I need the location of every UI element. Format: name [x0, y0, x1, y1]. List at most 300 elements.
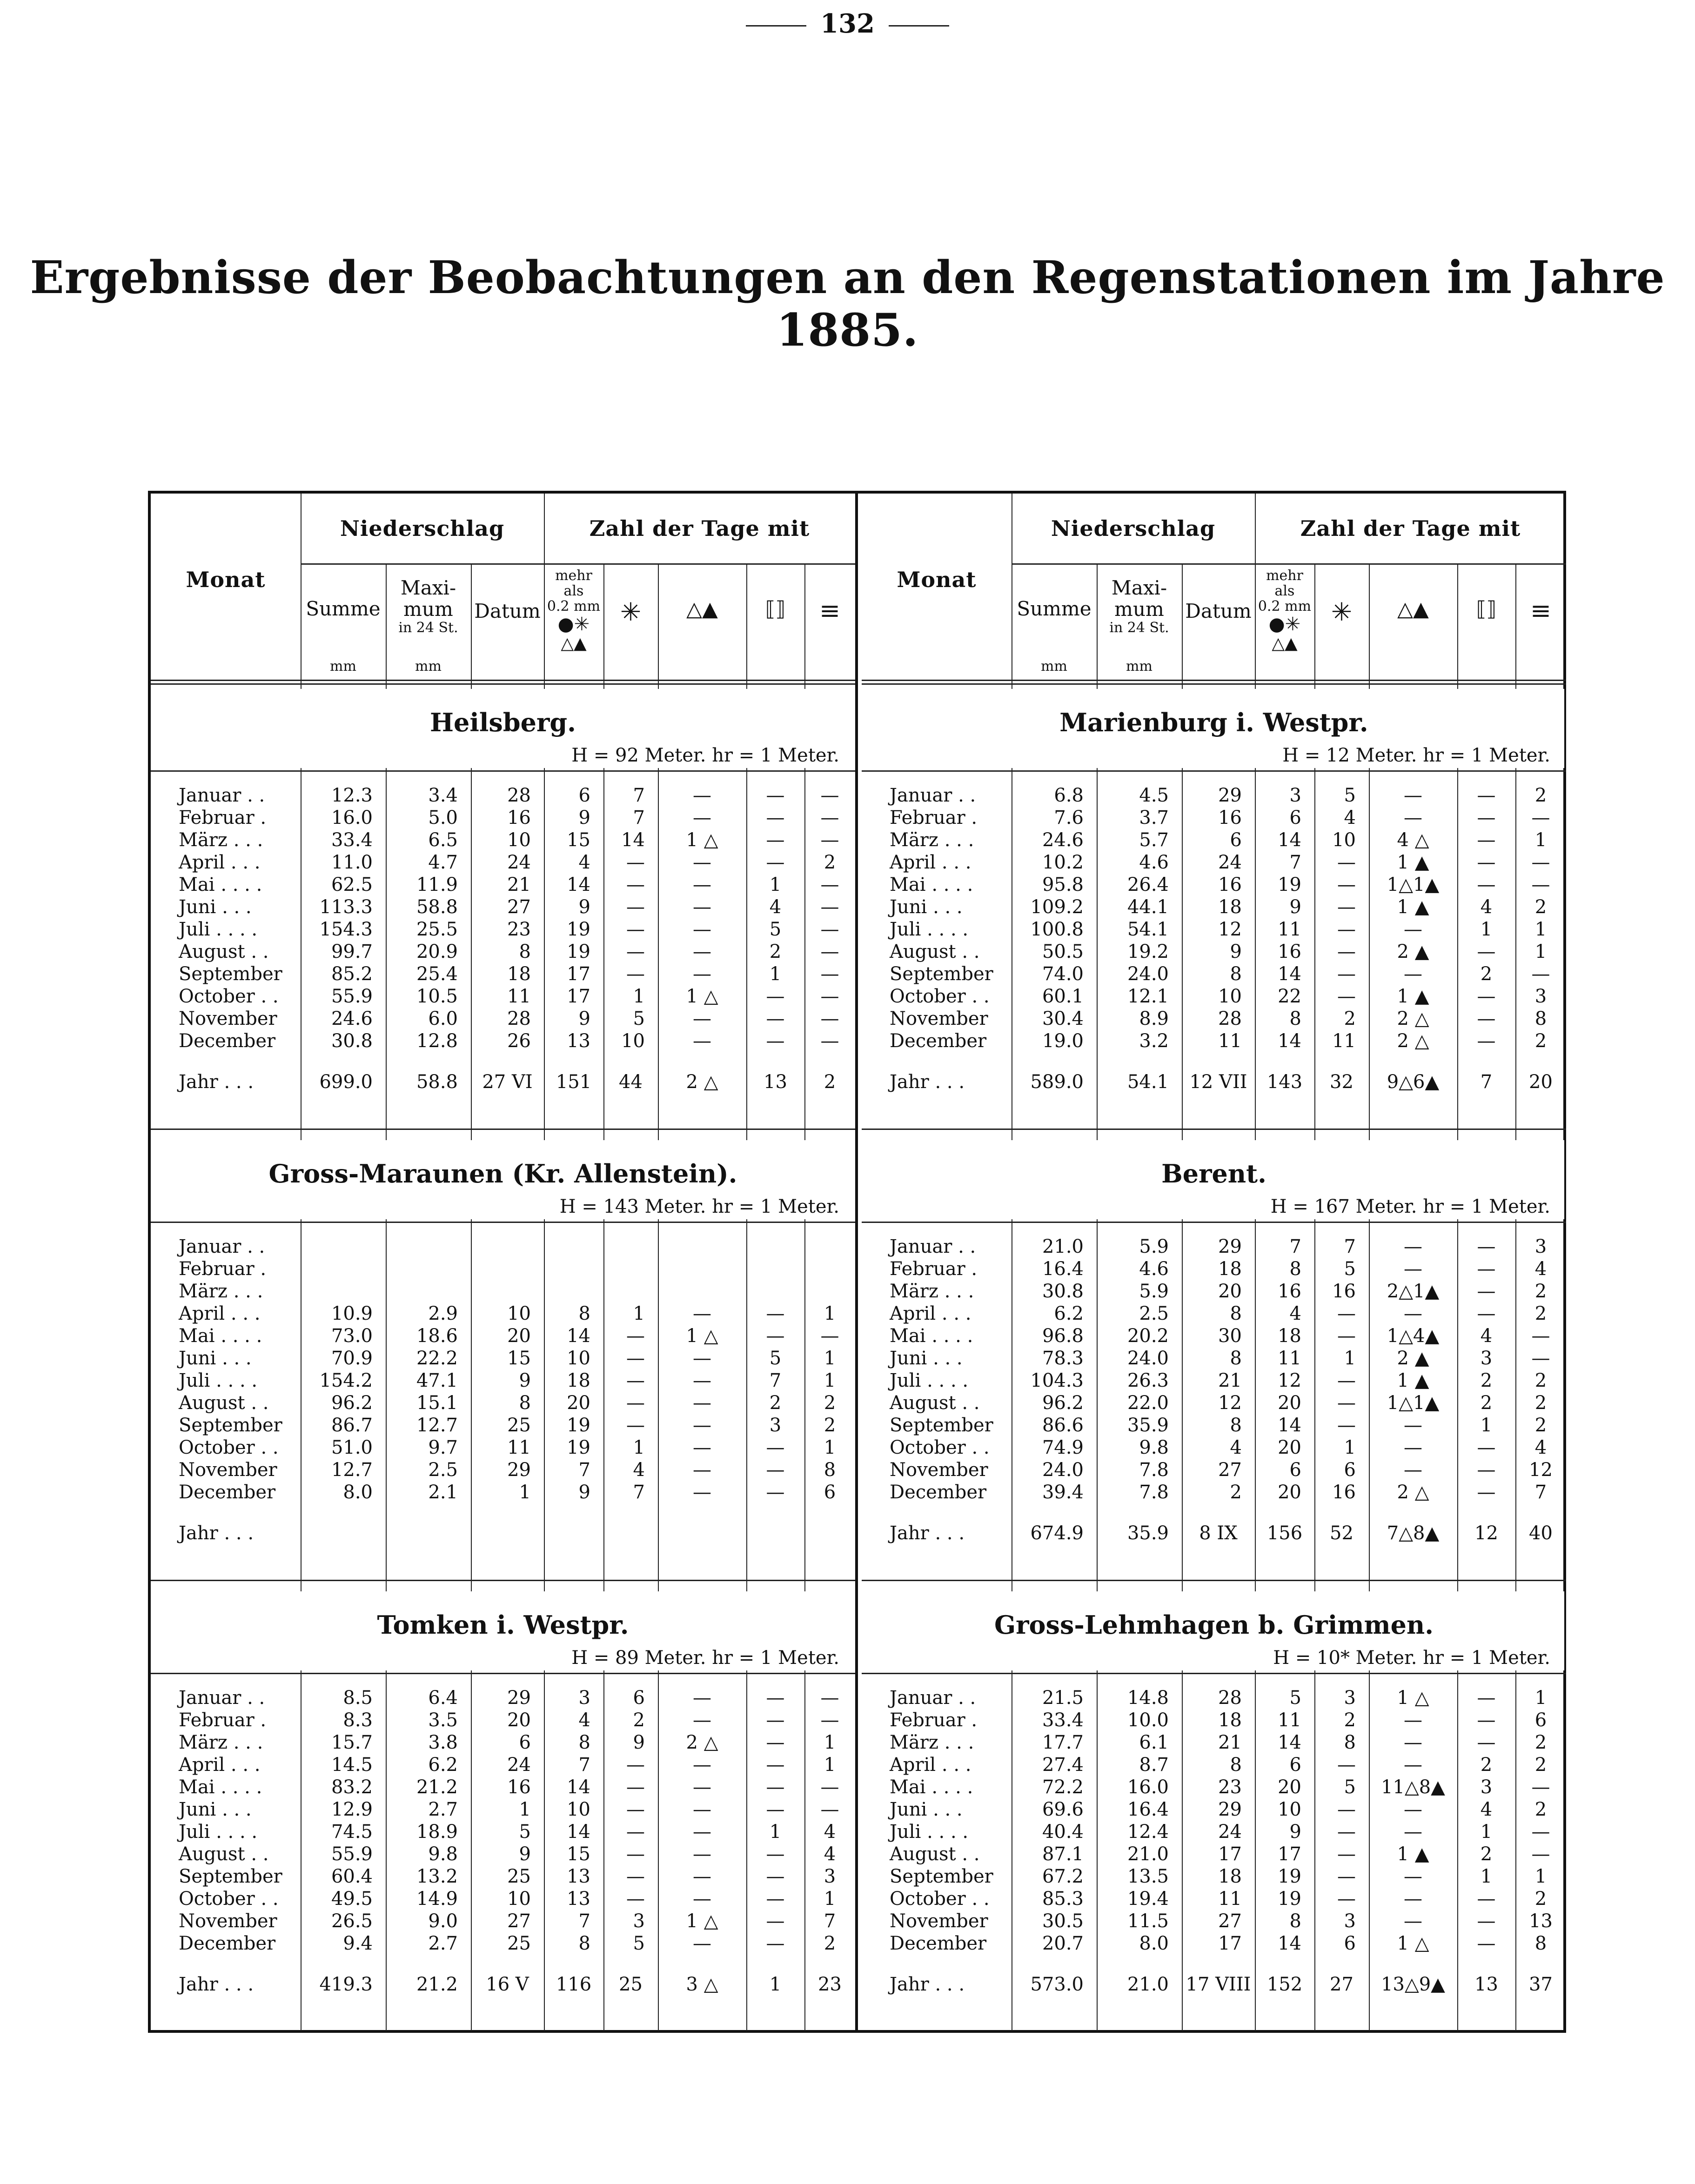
data-cell: 10 — [1332, 829, 1356, 851]
data-cell: 109.2 — [1030, 896, 1084, 918]
data-cell: 2 — [1480, 1754, 1493, 1776]
data-cell: 70.9 — [331, 1348, 373, 1369]
data-cell: 1 — [519, 1799, 531, 1820]
data-cell: 3 — [1344, 1910, 1356, 1932]
data-cell: 27 — [507, 896, 531, 918]
data-cell: 8 — [1230, 1348, 1242, 1369]
data-cell: 4 △ — [1397, 829, 1429, 851]
data-cell: 25 — [507, 1415, 531, 1436]
data-cell: 26.5 — [331, 1910, 373, 1932]
data-cell: 5 — [519, 1821, 531, 1843]
year-label: Jahr . . . — [890, 1523, 965, 1544]
data-cell: 18.6 — [416, 1325, 458, 1347]
data-cell: 2.5 — [1139, 1303, 1169, 1324]
data-cell: 15 — [507, 1348, 531, 1369]
month-label: December — [890, 1933, 987, 1954]
data-cell: — — [1337, 1888, 1356, 1910]
data-cell: — — [766, 1030, 785, 1052]
data-cell: 2 — [1534, 1281, 1547, 1302]
table-row — [151, 963, 855, 985]
data-cell: 9.8 — [1139, 1437, 1169, 1458]
header-mehr-line2: als — [1274, 583, 1295, 599]
data-cell: 25 — [507, 1933, 531, 1954]
page-number-text: 132 — [820, 8, 875, 39]
station-name: Heilsberg. — [430, 708, 576, 737]
data-cell: 19 — [567, 941, 590, 962]
data-cell: 4 — [1230, 1437, 1242, 1458]
data-cell: — — [766, 1799, 785, 1820]
data-cell: 1 — [769, 1821, 782, 1843]
data-cell: 2.7 — [428, 1799, 458, 1820]
data-cell: — — [626, 1415, 645, 1436]
data-cell: — — [1337, 874, 1356, 895]
year-cell: 156 — [1266, 1523, 1303, 1544]
data-cell: — — [693, 874, 711, 895]
table-row — [151, 1325, 855, 1347]
data-cell: 99.7 — [331, 941, 373, 962]
data-cell: 1 — [633, 1303, 645, 1324]
data-cell: 24 — [1218, 1821, 1242, 1843]
data-cell: 2 — [1534, 1392, 1547, 1414]
data-cell: — — [693, 1030, 711, 1052]
data-cell: — — [1531, 963, 1550, 985]
data-cell: 1 △ — [686, 829, 718, 851]
data-cell: — — [626, 874, 645, 895]
month-label: Juli . . . . — [890, 1821, 969, 1843]
data-cell: — — [1477, 1482, 1496, 1503]
data-cell: — — [693, 1843, 711, 1865]
data-cell: — — [820, 986, 839, 1007]
data-cell: 17 — [1218, 1933, 1242, 1954]
data-cell: 14 — [567, 1777, 590, 1798]
year-cell: 116 — [556, 1974, 592, 1995]
table-row — [862, 1258, 1566, 1280]
year-cell: 8 IX — [1199, 1523, 1238, 1544]
year-cell: 21.2 — [416, 1974, 458, 1995]
data-cell: 20 — [507, 1325, 531, 1347]
data-cell: 104.3 — [1030, 1370, 1084, 1391]
year-cell: 7△8▲ — [1387, 1523, 1440, 1544]
data-cell: — — [693, 807, 711, 828]
station-elevation: H = 89 Meter. hr = 1 Meter. — [571, 1647, 839, 1669]
data-cell: — — [1531, 1348, 1550, 1369]
table-row — [151, 1932, 855, 1955]
data-cell: 9 — [1230, 941, 1242, 962]
data-cell: 18 — [1218, 896, 1242, 918]
table-row — [862, 896, 1566, 918]
table-row — [862, 1236, 1566, 1258]
data-cell: 2 — [1480, 963, 1493, 985]
data-cell: 1 ▲ — [1397, 896, 1429, 918]
data-cell: 27 — [507, 1910, 531, 1932]
data-cell: 95.8 — [1042, 874, 1084, 895]
data-cell: 20.9 — [416, 941, 458, 962]
header-monat: Monat — [186, 567, 266, 592]
data-cell: — — [1404, 807, 1422, 828]
data-cell: — — [766, 1910, 785, 1932]
data-cell: 1 — [633, 1437, 645, 1458]
data-cell: 13.5 — [1127, 1866, 1169, 1887]
month-label: Juni . . . — [179, 1348, 252, 1369]
month-label: Januar . . — [179, 1236, 265, 1257]
hail-icon: △▲ — [1397, 597, 1429, 621]
data-cell: 1 ▲ — [1397, 852, 1429, 873]
month-label: April . . . — [890, 852, 971, 873]
table-row — [151, 1910, 855, 1932]
unit-summe-mm: mm — [330, 658, 356, 675]
data-cell: 2 — [1534, 1888, 1547, 1910]
month-label: September — [179, 1415, 282, 1436]
data-cell: 9.4 — [343, 1933, 373, 1954]
month-label: Juni . . . — [890, 1348, 963, 1369]
data-cell: 40.4 — [1042, 1821, 1084, 1843]
data-cell: 4.5 — [1139, 785, 1169, 806]
table-row — [862, 1687, 1566, 1709]
data-cell: — — [626, 896, 645, 918]
header-maximum-line1: Maxi- — [1111, 576, 1167, 599]
data-cell: 4 — [824, 1843, 836, 1865]
table-row — [862, 851, 1566, 874]
data-cell: 14 — [567, 1325, 590, 1347]
data-cell: 1 — [1480, 919, 1493, 940]
data-cell: — — [1404, 1754, 1422, 1776]
data-cell: — — [626, 1843, 645, 1865]
data-cell: 11 — [1278, 919, 1301, 940]
data-cell: 16 — [1332, 1482, 1356, 1503]
data-cell: 9 — [578, 1008, 590, 1029]
data-cell: — — [693, 1392, 711, 1414]
data-cell: — — [693, 1459, 711, 1481]
data-cell: 5 — [769, 1348, 782, 1369]
data-cell: 10 — [1218, 986, 1242, 1007]
data-cell: — — [1404, 1866, 1422, 1887]
data-cell: — — [626, 1348, 645, 1369]
data-cell: 7 — [578, 1910, 590, 1932]
data-cell: — — [1404, 1303, 1422, 1324]
data-cell: 12.1 — [1127, 986, 1169, 1007]
data-cell: 17.7 — [1042, 1732, 1084, 1753]
data-cell: 27.4 — [1042, 1754, 1084, 1776]
data-cell: 6.5 — [428, 829, 458, 851]
month-label: September — [890, 1415, 993, 1436]
data-cell: 1 — [824, 1754, 836, 1776]
data-cell: 3 — [578, 1687, 590, 1709]
table-row — [151, 941, 855, 963]
data-cell: 16 — [507, 1777, 531, 1798]
data-cell: — — [1404, 1799, 1422, 1820]
data-cell: — — [1337, 852, 1356, 873]
right-rule — [889, 25, 949, 27]
data-cell: 2.7 — [428, 1933, 458, 1954]
data-cell: 8 — [519, 941, 531, 962]
data-cell: — — [626, 1866, 645, 1887]
data-cell: 12 — [1529, 1459, 1553, 1481]
data-cell: — — [626, 1799, 645, 1820]
data-cell: 6 — [633, 1687, 645, 1709]
year-cell: 12 — [1474, 1523, 1498, 1544]
header-bottom-rule — [862, 683, 1566, 685]
data-cell: 24.0 — [1042, 1459, 1084, 1481]
data-cell: 15 — [567, 1843, 590, 1865]
data-cell: 16 — [507, 807, 531, 828]
month-label: Mai . . . . — [179, 1325, 262, 1347]
data-cell: 1 — [1534, 941, 1547, 962]
data-cell: 20 — [1278, 1777, 1301, 1798]
data-cell: — — [1404, 1236, 1422, 1257]
year-total-row — [151, 1973, 855, 1996]
table-row — [151, 985, 855, 1008]
data-cell: 13 — [567, 1030, 590, 1052]
year-total-row — [862, 1071, 1566, 1093]
data-cell: — — [693, 1008, 711, 1029]
data-cell: 8 — [1534, 1933, 1547, 1954]
data-cell: 4 — [633, 1459, 645, 1481]
data-cell: — — [693, 941, 711, 962]
header-maximum-line2: mum — [1114, 598, 1164, 621]
data-cell: 14 — [567, 1821, 590, 1843]
data-cell: 3 — [769, 1415, 782, 1436]
data-cell: 100.8 — [1030, 919, 1084, 940]
data-cell: 4 — [1480, 1799, 1493, 1820]
fog-icon: ≡ — [1530, 596, 1552, 625]
data-cell: 1 △ — [686, 1325, 718, 1347]
table-row — [862, 1280, 1566, 1302]
data-cell: 15.1 — [416, 1392, 458, 1414]
data-cell: 8 — [1230, 1415, 1242, 1436]
data-cell: 8.0 — [343, 1482, 373, 1503]
data-cell: 78.3 — [1042, 1348, 1084, 1369]
data-cell: 5 — [1344, 1258, 1356, 1280]
data-cell: 6.1 — [1139, 1732, 1169, 1753]
month-label: Januar . . — [179, 785, 265, 806]
data-cell: 22 — [1278, 986, 1301, 1007]
month-label: August . . — [890, 1843, 980, 1865]
station-rule — [151, 1673, 855, 1674]
month-label: Juli . . . . — [179, 1370, 258, 1391]
year-label: Jahr . . . — [890, 1071, 965, 1093]
header-mehr-als — [1255, 568, 1314, 653]
month-label: Juni . . . — [890, 1799, 963, 1820]
month-label: Mai . . . . — [179, 1777, 262, 1798]
year-cell: 674.9 — [1030, 1523, 1084, 1544]
data-cell: 13 — [567, 1888, 590, 1910]
month-label: Februar . — [179, 1710, 267, 1731]
table-row — [862, 807, 1566, 829]
month-label: Juli . . . . — [179, 1821, 258, 1843]
data-cell: — — [1337, 1799, 1356, 1820]
year-cell: 54.1 — [1127, 1071, 1169, 1093]
month-label: April . . . — [890, 1754, 971, 1776]
data-cell: — — [1531, 807, 1550, 828]
data-cell: 1 — [824, 1888, 836, 1910]
data-cell: 7.8 — [1139, 1482, 1169, 1503]
snow-icon: ✳ — [620, 597, 642, 627]
year-cell: 27 VI — [482, 1071, 533, 1093]
data-cell: 6.2 — [1054, 1303, 1084, 1324]
data-cell: 17 — [1218, 1843, 1242, 1865]
data-cell: 35.9 — [1127, 1415, 1169, 1436]
data-cell: 4 — [578, 852, 590, 873]
month-label: September — [179, 1866, 282, 1887]
data-cell: 1 △ — [686, 986, 718, 1007]
data-cell: 96.8 — [1042, 1325, 1084, 1347]
data-cell: 50.5 — [1042, 941, 1084, 962]
data-cell: 14 — [1278, 1732, 1301, 1753]
data-cell: 10 — [507, 829, 531, 851]
table-row — [862, 1798, 1566, 1821]
data-cell: — — [820, 919, 839, 940]
data-cell: — — [1477, 1008, 1496, 1029]
year-cell: 52 — [1330, 1523, 1353, 1544]
data-cell: — — [1477, 1710, 1496, 1731]
data-cell: 1 — [769, 963, 782, 985]
month-label: December — [179, 1482, 276, 1503]
data-cell: 1 ▲ — [1397, 1843, 1429, 1865]
data-cell: 4.6 — [1139, 1258, 1169, 1280]
data-cell: 30 — [1218, 1325, 1242, 1347]
data-cell: 19 — [1278, 874, 1301, 895]
data-cell: 12 — [1278, 1370, 1301, 1391]
data-cell: 7 — [578, 1754, 590, 1776]
data-cell: 6 — [824, 1482, 836, 1503]
data-cell: — — [626, 1754, 645, 1776]
data-cell: 19 — [1278, 1888, 1301, 1910]
header-mehr-symbols: ●✳ — [1268, 614, 1301, 635]
data-cell: 69.6 — [1042, 1799, 1084, 1820]
data-cell: — — [766, 1754, 785, 1776]
data-cell: — — [1531, 1843, 1550, 1865]
data-cell: 74.9 — [1042, 1437, 1084, 1458]
data-cell: — — [693, 1437, 711, 1458]
header-summe: Summe — [306, 597, 381, 620]
data-cell: 18.9 — [416, 1821, 458, 1843]
data-cell: 1 — [1480, 1821, 1493, 1843]
data-cell: 9 — [578, 1482, 590, 1503]
data-cell: — — [766, 1008, 785, 1029]
data-cell: 1 — [824, 1732, 836, 1753]
station-elevation: H = 167 Meter. hr = 1 Meter. — [1270, 1196, 1550, 1217]
year-cell: 573.0 — [1030, 1974, 1084, 1995]
data-cell: — — [1531, 1777, 1550, 1798]
month-label: August . . — [179, 941, 269, 962]
data-cell: 5 — [1344, 785, 1356, 806]
data-cell: 20 — [567, 1392, 590, 1414]
data-cell: 24 — [507, 1754, 531, 1776]
data-cell: — — [1404, 919, 1422, 940]
data-cell: 5.9 — [1139, 1281, 1169, 1302]
data-cell: 6 — [519, 1732, 531, 1753]
data-cell: — — [693, 1754, 711, 1776]
table-row — [862, 1325, 1566, 1347]
data-cell: 1 — [824, 1437, 836, 1458]
data-cell: 16 — [1332, 1281, 1356, 1302]
data-cell: 9 — [633, 1732, 645, 1753]
data-cell: 4 — [1534, 1258, 1547, 1280]
table-row — [151, 1008, 855, 1030]
month-label: October . . — [179, 1437, 279, 1458]
data-cell: 3 — [1480, 1348, 1493, 1369]
data-cell: — — [1337, 1392, 1356, 1414]
month-label: März . . . — [179, 1732, 263, 1753]
month-label: November — [890, 1910, 988, 1932]
data-cell: 7.8 — [1139, 1459, 1169, 1481]
month-label: December — [890, 1482, 987, 1503]
header-bottom-rule — [862, 680, 1566, 681]
data-cell: — — [1531, 1821, 1550, 1843]
header-maximum — [386, 577, 471, 635]
year-cell: 58.8 — [416, 1071, 458, 1093]
table-row — [862, 1369, 1566, 1392]
data-cell: — — [1531, 874, 1550, 895]
data-cell: 20.7 — [1042, 1933, 1084, 1954]
data-cell: 5 — [633, 1008, 645, 1029]
data-cell: 8 — [1289, 1258, 1301, 1280]
station-rule — [862, 1222, 1566, 1223]
data-cell: 13 — [567, 1866, 590, 1887]
table-row — [151, 851, 855, 874]
data-cell: 1 — [824, 1348, 836, 1369]
data-cell: — — [1477, 785, 1496, 806]
data-cell: — — [1477, 874, 1496, 895]
data-cell: — — [693, 1821, 711, 1843]
unit-maximum-mm: mm — [1126, 658, 1152, 675]
data-cell: 10 — [507, 1303, 531, 1324]
data-cell: 11 — [1278, 1710, 1301, 1731]
data-cell: — — [626, 1392, 645, 1414]
month-label: November — [179, 1910, 277, 1932]
data-cell: 18 — [567, 1370, 590, 1391]
data-cell: — — [1337, 919, 1356, 940]
data-cell: 2 — [769, 941, 782, 962]
month-label: November — [890, 1459, 988, 1481]
data-cell: 54.1 — [1127, 919, 1169, 940]
data-cell: — — [1337, 986, 1356, 1007]
data-cell: 1△4▲ — [1387, 1325, 1440, 1347]
table-row — [862, 1843, 1566, 1865]
data-cell: — — [1477, 1933, 1496, 1954]
data-cell: 11.5 — [1127, 1910, 1169, 1932]
month-label: Mai . . . . — [890, 1777, 973, 1798]
month-label: Juli . . . . — [179, 919, 258, 940]
data-cell: 14.9 — [416, 1888, 458, 1910]
data-cell: 2 — [1344, 1008, 1356, 1029]
table-row — [862, 1865, 1566, 1888]
data-cell: 20.2 — [1127, 1325, 1169, 1347]
header-zahl-der-tage: Zahl der Tage mit — [589, 516, 810, 541]
data-cell: 19 — [567, 1437, 590, 1458]
data-cell: 8.3 — [343, 1710, 373, 1731]
table-row — [151, 1843, 855, 1865]
data-cell: 3.4 — [428, 785, 458, 806]
year-cell: 419.3 — [319, 1974, 373, 1995]
table-row — [151, 1865, 855, 1888]
data-cell: 8 — [1230, 1754, 1242, 1776]
data-cell: 19 — [1278, 1866, 1301, 1887]
table-row — [862, 829, 1566, 851]
data-cell: — — [1337, 1843, 1356, 1865]
data-cell: 8 — [578, 1933, 590, 1954]
data-cell: 19 — [567, 1415, 590, 1436]
data-cell: — — [1477, 986, 1496, 1007]
data-cell: 2 — [1534, 1799, 1547, 1820]
data-cell: 60.1 — [1042, 986, 1084, 1007]
data-cell: 4 — [578, 1710, 590, 1731]
data-cell: — — [1477, 1687, 1496, 1709]
data-cell: 29 — [1218, 1236, 1242, 1257]
data-cell: 1 — [519, 1482, 531, 1503]
data-cell: — — [820, 1777, 839, 1798]
data-cell: 29 — [507, 1687, 531, 1709]
